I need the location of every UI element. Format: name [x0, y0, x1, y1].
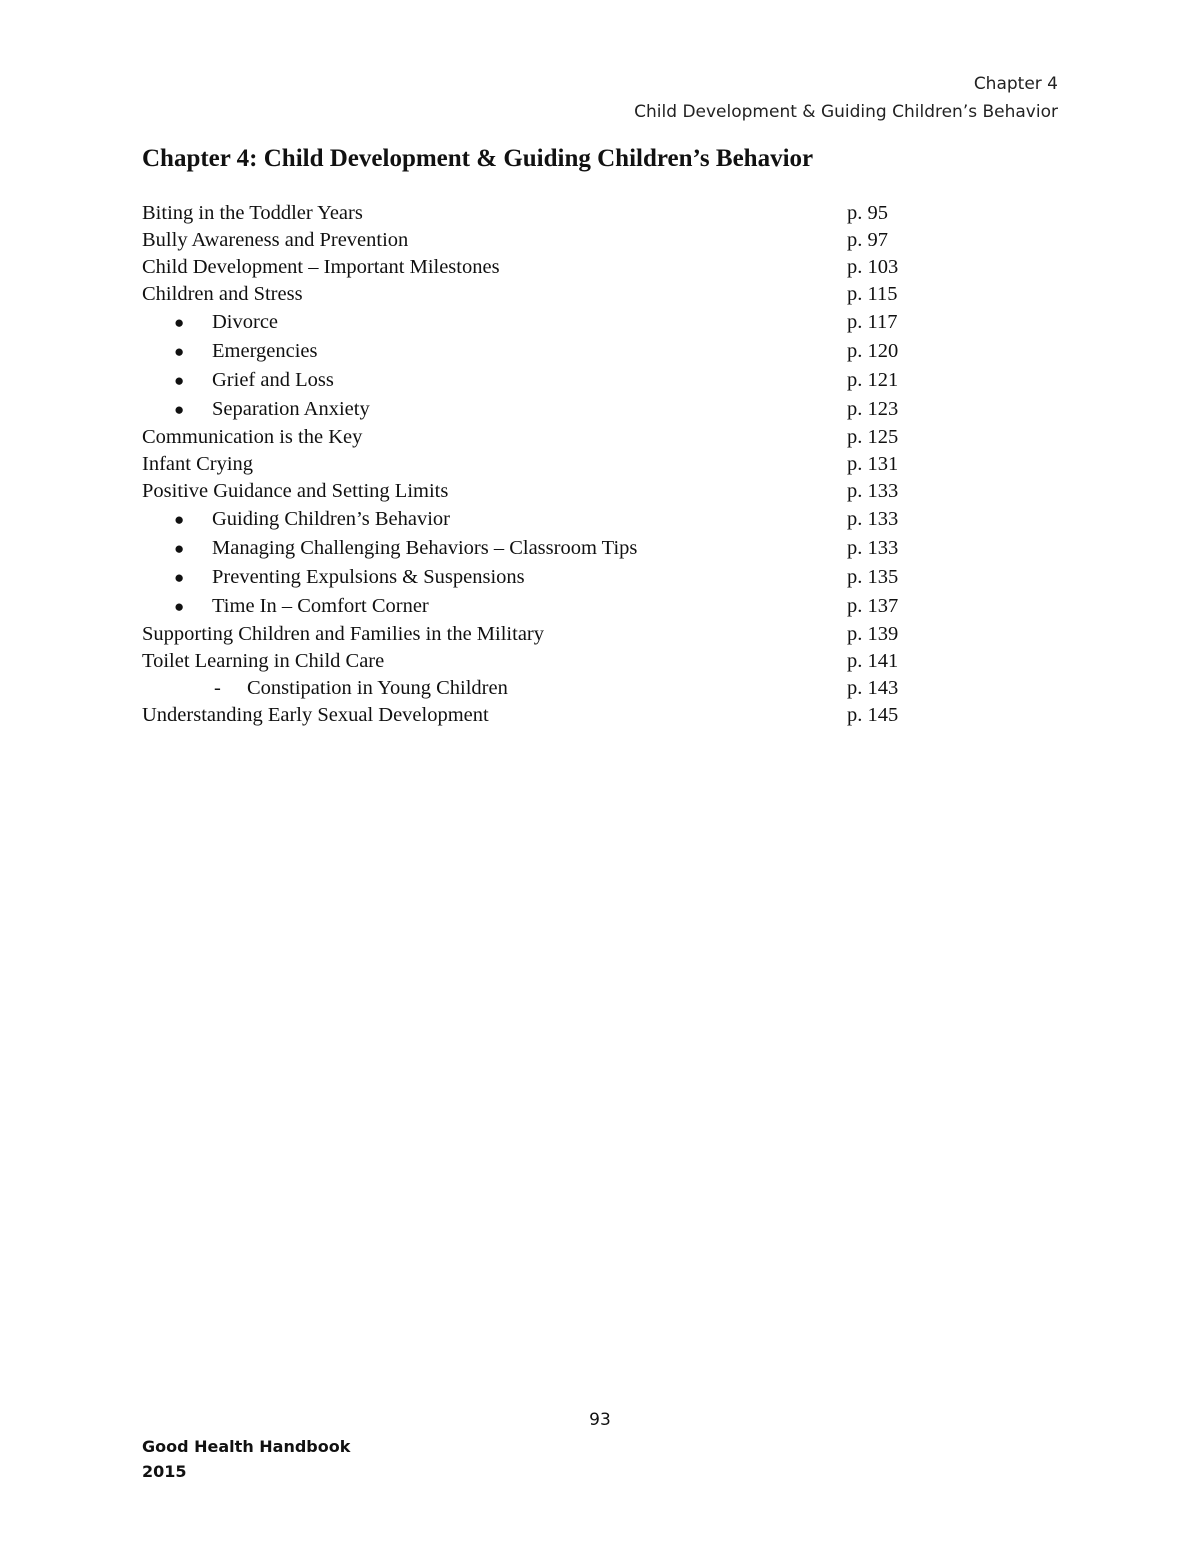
toc-label: Bully Awareness and Prevention	[142, 229, 409, 251]
toc-row	[142, 505, 922, 534]
toc-row	[142, 308, 922, 337]
toc-row	[142, 281, 922, 308]
toc-row	[142, 563, 922, 592]
table-of-contents	[142, 200, 922, 729]
toc-page: p. 103	[847, 256, 899, 278]
toc-label: Child Development – Important Milestones	[142, 256, 500, 278]
toc-label: Preventing Expulsions & Suspensions	[212, 566, 525, 588]
toc-page: p. 120	[847, 340, 899, 362]
toc-row	[142, 675, 922, 702]
toc-row	[142, 424, 922, 451]
toc-page: p. 139	[847, 623, 899, 645]
toc-marker: ●	[174, 597, 185, 616]
toc-row	[142, 227, 922, 254]
running-header-chapter: Chapter 4	[973, 74, 1058, 94]
toc-label: Emergencies	[212, 340, 318, 362]
toc-page: p. 131	[847, 453, 899, 475]
toc-page: p. 97	[847, 229, 888, 251]
footer	[142, 1434, 350, 1484]
toc-label: Guiding Children’s Behavior	[212, 508, 451, 530]
toc-page: p. 95	[847, 202, 888, 224]
toc-label: Grief and Loss	[212, 369, 334, 391]
toc-row	[142, 702, 922, 729]
toc-page: p. 133	[847, 480, 899, 502]
toc-row	[142, 254, 922, 281]
toc-label: Positive Guidance and Setting Limits	[142, 480, 449, 502]
toc-page: p. 121	[847, 369, 899, 391]
toc-row	[142, 395, 922, 424]
toc-page: p. 133	[847, 508, 899, 530]
toc-label: Toilet Learning in Child Care	[142, 650, 385, 672]
toc-row	[142, 648, 922, 675]
running-header	[634, 70, 1058, 126]
toc-page: p. 133	[847, 537, 899, 559]
toc-marker: -	[214, 677, 221, 699]
toc-page: p. 137	[847, 595, 899, 617]
running-header-title: Child Development & Guiding Children’s Behavior	[634, 102, 1058, 122]
toc-row	[142, 451, 922, 478]
toc-row	[142, 478, 922, 505]
toc-page: p. 143	[847, 677, 899, 699]
toc-label: Constipation in Young Children	[247, 677, 508, 699]
toc-marker: ●	[174, 342, 185, 361]
toc-page: p. 125	[847, 426, 899, 448]
toc-page: p. 141	[847, 650, 899, 672]
toc-row	[142, 592, 922, 621]
toc-label: Children and Stress	[142, 283, 303, 305]
toc-row	[142, 534, 922, 563]
toc-label: Infant Crying	[142, 453, 254, 475]
toc-row	[142, 200, 922, 227]
toc-page: p. 117	[847, 311, 898, 333]
toc-label: Understanding Early Sexual Development	[142, 704, 489, 726]
toc-label: Time In – Comfort Corner	[212, 595, 429, 617]
toc-marker: ●	[174, 400, 185, 419]
page-title: Chapter 4: Child Development & Guiding Children’s Behavior	[142, 145, 814, 172]
toc-label: Supporting Children and Families in the Military	[142, 623, 544, 645]
toc-marker: ●	[174, 539, 185, 558]
toc-marker: ●	[174, 313, 185, 332]
toc-marker: ●	[174, 568, 185, 587]
toc-label: Managing Challenging Behaviors – Classroom Tips	[212, 537, 638, 559]
toc-label: Communication is the Key	[142, 426, 363, 448]
toc-row	[142, 366, 922, 395]
toc-marker: ●	[174, 510, 185, 529]
toc-page: p. 145	[847, 704, 899, 726]
page-number: 93	[589, 1410, 611, 1430]
toc-label: Separation Anxiety	[212, 398, 370, 420]
toc-page: p. 135	[847, 566, 899, 588]
toc-row	[142, 621, 922, 648]
toc-row	[142, 337, 922, 366]
footer-year: 2015	[142, 1462, 187, 1481]
toc-label: Biting in the Toddler Years	[142, 202, 363, 224]
toc-page: p. 123	[847, 398, 899, 420]
toc-label: Divorce	[212, 311, 279, 333]
footer-publication: Good Health Handbook	[142, 1437, 351, 1456]
toc-marker: ●	[174, 371, 185, 390]
toc-page: p. 115	[847, 283, 898, 305]
